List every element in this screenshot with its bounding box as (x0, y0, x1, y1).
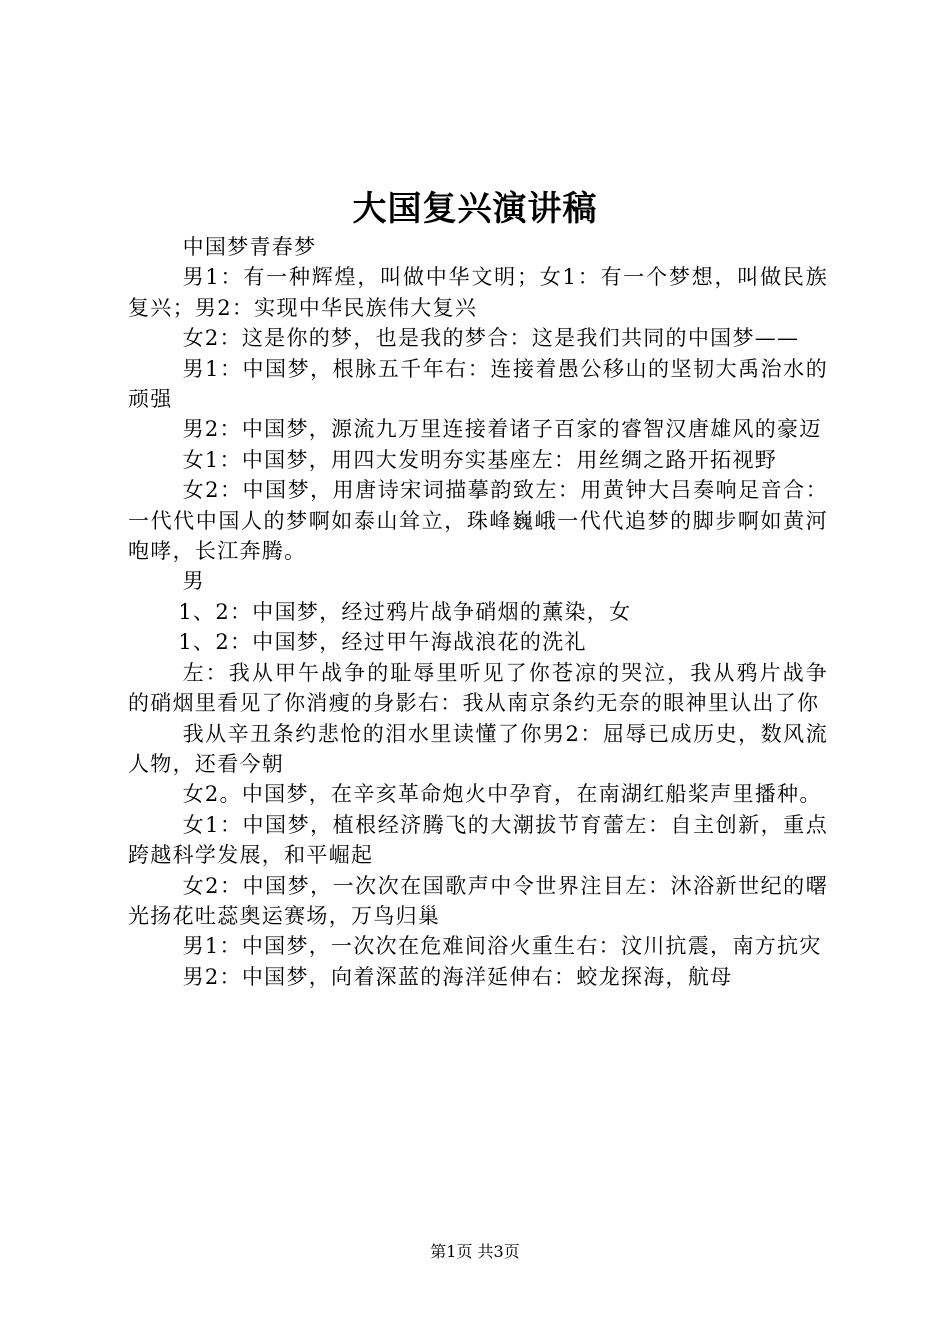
paragraph: 女1：中国梦，用四大发明夯实基座左：用丝绸之路开拓视野 (182, 447, 778, 472)
paragraph: 男1：中国梦，根脉五千年右：连接着愚公移山的坚韧大禹治水的顽强 (128, 356, 828, 412)
page-footer: 第1页 共3页 (430, 1242, 520, 1261)
paragraph: 男2：中国梦，源流九万里连接着诸子百家的睿智汉唐雄风的豪迈 (182, 417, 822, 442)
paragraph: 女2：中国梦，一次次在国歌声中令世界注目左：沐浴新世纪的曙光扬花吐蕊奥运赛场，万鸟归巢 (128, 873, 828, 928)
paragraph: 左：我从甲午战争的耻辱里听见了你苍凉的哭泣，我从鸦片战争的硝烟里看见了你消瘦的身影右：我从南京条约无奈的眼神里认出了你 (128, 660, 828, 716)
paragraph: 男1：有一种辉煌，叫做中华文明；女1：有一个梦想，叫做民族复兴；男2：实现中华民族伟大复兴 (128, 265, 828, 320)
paragraph: 男 (182, 569, 205, 594)
paragraph: 女2：中国梦，用唐诗宋词描摹韵致左：用黄钟大吕奏响足音合：一代代中国人的梦啊如泰山耸立，珠峰巍峨一代代追梦的脚步啊如黄河咆哮，长江奔腾。 (128, 478, 828, 564)
document-body (128, 232, 828, 992)
paragraph: 我从辛丑条约悲怆的泪水里读懂了你男2：屈辱已成历史，数风流人物，还看今朝 (128, 721, 828, 776)
paragraph: 1、2：中国梦，经过鸦片战争硝烟的薰染，女 (178, 599, 632, 624)
paragraph: 中国梦青春梦 (182, 235, 317, 259)
paragraph: 女2：这是你的梦，也是我的梦合：这是我们共同的中国梦—— (182, 326, 800, 351)
page-title: 大国复兴演讲稿 (352, 189, 598, 229)
paragraph: 男1：中国梦，一次次在危难间浴火重生右：汶川抗震，南方抗灾 (182, 934, 822, 959)
paragraph: 1、2：中国梦，经过甲午海战浪花的洗礼 (178, 630, 587, 655)
paragraph: 女1：中国梦，植根经济腾飞的大潮拔节育蕾左：自主创新，重点跨越科学发展，和平崛起 (128, 812, 828, 868)
paragraph: 女2。中国梦，在辛亥革命炮火中孕育，在南湖红船桨声里播种。 (182, 782, 822, 807)
paragraph: 男2：中国梦，向着深蓝的海洋延伸右：蛟龙探海，航母 (182, 964, 733, 989)
